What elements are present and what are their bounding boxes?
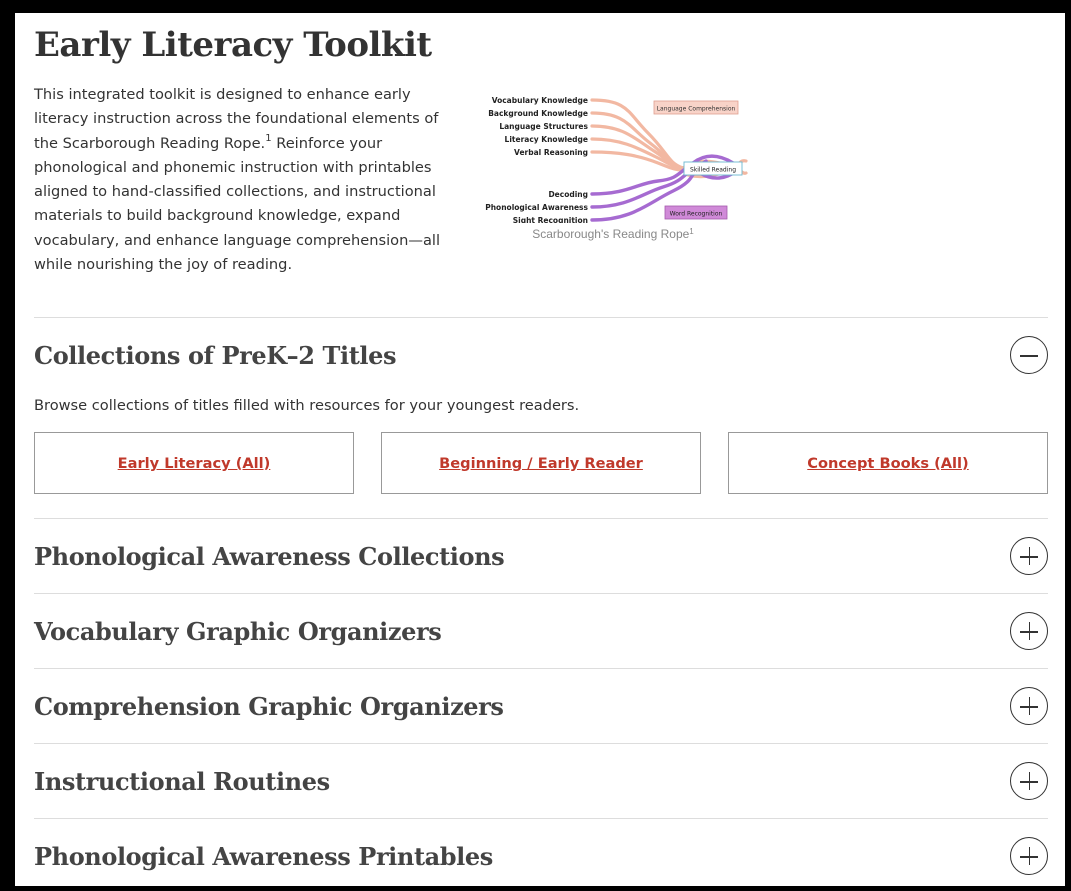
intro-text-part2: Reinforce your phonological and phonemic instruction with printables aligned to hand-classified collections, and instructional materials to build background knowledge, expand vocabulary, and enhance language comprehension—all while nourishing the joy of reading. [34, 134, 440, 274]
section-description: Browse collections of titles filled with resources for your youngest readers. [34, 397, 580, 415]
strand-label: Sight Recognition [512, 216, 588, 223]
language-comprehension-label: Language Comprehension [656, 105, 736, 113]
figure-caption [478, 227, 748, 241]
collection-card[interactable] [728, 432, 1048, 494]
content [34, 13, 1048, 886]
figure-caption-text: Scarborough's Reading Rope [532, 227, 690, 241]
collection-links [34, 432, 1048, 494]
collection-card[interactable] [34, 432, 354, 494]
strand-label: Literacy Knowledge [504, 135, 588, 144]
reading-rope-diagram [478, 83, 748, 223]
section-title[interactable]: Phonological Awareness Printables [34, 841, 493, 871]
beginning-early-reader-link[interactable]: Beginning / Early Reader [439, 454, 643, 472]
page-title: Early Literacy Toolkit [34, 25, 432, 65]
plus-circle-icon[interactable] [1010, 612, 1048, 650]
word-recognition-label: Word Recognition [669, 210, 723, 218]
plus-circle-icon[interactable] [1010, 762, 1048, 800]
strand-label: Vocabulary Knowledge [491, 96, 588, 105]
intro-text [34, 83, 454, 277]
caption-footnote-ref[interactable]: 1 [689, 227, 694, 236]
reading-rope-figure [478, 83, 748, 277]
section-collections [34, 318, 1048, 494]
concept-books-link[interactable]: Concept Books (All) [807, 454, 969, 472]
plus-circle-icon[interactable] [1010, 687, 1048, 725]
plus-circle-icon[interactable] [1010, 537, 1048, 575]
strand-label: Language Structures [499, 122, 588, 131]
intro [34, 83, 1048, 277]
section-phonological-awareness-printables[interactable] [34, 819, 1048, 886]
early-literacy-link[interactable]: Early Literacy (All) [117, 454, 271, 472]
section-title[interactable]: Instructional Routines [34, 766, 330, 796]
strand-label: Background Knowledge [488, 109, 588, 118]
strand-label: Verbal Reasoning [514, 148, 588, 157]
skilled-reading-label: Skilled Reading [689, 166, 737, 174]
section-title[interactable]: Vocabulary Graphic Organizers [34, 616, 442, 646]
section-title[interactable]: Comprehension Graphic Organizers [34, 691, 504, 721]
section-phonological-awareness-collections[interactable] [34, 519, 1048, 593]
section-vocabulary-graphic-organizers[interactable] [34, 594, 1048, 668]
section-title[interactable]: Collections of PreK–2 Titles [34, 340, 397, 370]
section-title[interactable]: Phonological Awareness Collections [34, 541, 505, 571]
strand-label: Phonological Awareness [485, 203, 588, 212]
plus-circle-icon[interactable] [1010, 837, 1048, 875]
collection-card[interactable] [381, 432, 701, 494]
intro-footnote-ref[interactable]: 1 [265, 132, 272, 144]
intro-text-part1: This integrated toolkit is designed to enhance early literacy instruction across the foundational elements of the Scarborough Reading Rope. [34, 86, 439, 152]
strand-label: Decoding [548, 190, 588, 199]
section-header[interactable] [34, 318, 1048, 392]
minus-circle-icon[interactable] [1010, 336, 1048, 374]
section-instructional-routines[interactable] [34, 744, 1048, 818]
section-comprehension-graphic-organizers[interactable] [34, 669, 1048, 743]
page [15, 13, 1065, 886]
